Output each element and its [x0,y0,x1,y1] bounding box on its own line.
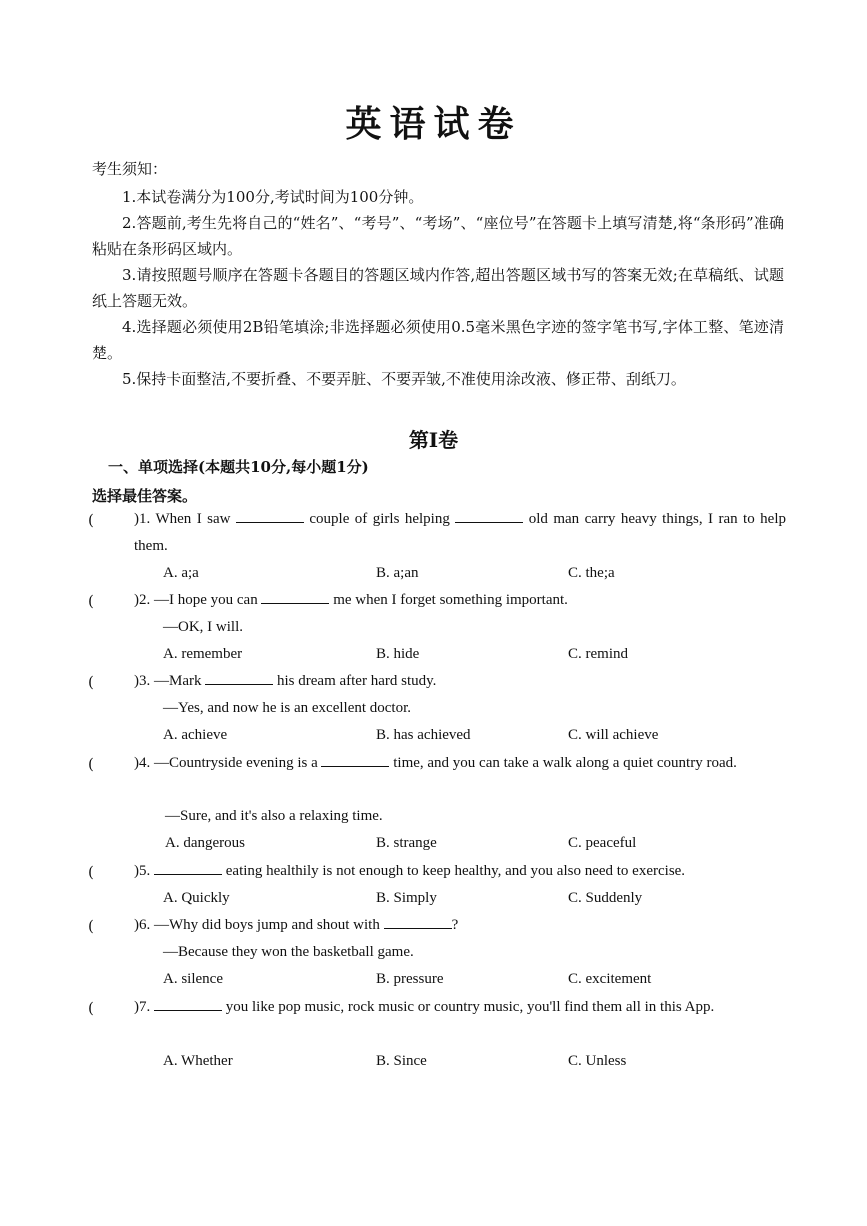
question-text: me when I forget something important. [329,592,568,608]
option-b: B. strange [376,835,437,851]
question-6 [134,912,786,939]
answer-blank [321,753,389,767]
question-number: )5. [134,863,151,879]
section-title: 一、单项选择(本题共10分,每小题1分) [108,458,369,476]
question-1 [134,506,786,560]
option-a: A. a;a [163,565,199,581]
question-3 [134,668,786,695]
question-text: When I saw [155,511,236,527]
question-4 [134,750,786,777]
option-b: B. pressure [376,971,444,987]
question-7 [134,994,786,1021]
question-number: )4. [134,755,151,771]
paren-open: ( [88,755,94,773]
dialog-response: —Sure, and it's also a relaxing time. [165,808,383,824]
answer-blank [154,861,222,875]
question-text: ? [451,917,459,933]
option-b: B. Simply [376,890,437,906]
paren-open: ( [88,592,94,610]
option-a: A. silence [163,971,223,987]
question-number: )6. [134,917,151,933]
question-text: couple of girls helping [303,511,456,527]
notice-item-4: 4.选择题必须使用2B铅笔填涂;非选择题必须使用0.5毫米黑色字迹的签字笔书写,字体工整、笔迹清楚。 [92,318,784,362]
answer-blank [154,997,222,1011]
answer-blank [236,509,304,523]
answer-paren[interactable] [88,999,94,1017]
paren-open: ( [88,863,94,881]
option-a: A. Whether [163,1053,233,1069]
option-a: A. remember [163,646,243,662]
option-c: C. Suddenly [568,890,643,906]
question-number: )1. [134,511,151,527]
paren-open: ( [88,999,94,1017]
answer-paren[interactable] [88,755,94,773]
part-title: 第Ⅰ卷 [408,428,459,452]
notice-item-3: 3.请按照题号顺序在答题卡各题目的答题区域内作答,超出答题区域书写的答案无效;在草稿纸、试题纸上答题无效。 [92,266,784,310]
answer-blank [205,671,273,685]
answer-paren[interactable] [88,917,94,935]
question-number: )3. [134,673,151,689]
notice-item-2: 2.答题前,考生先将自己的“姓名”、“考号”、“考场”、“座位号”在答题卡上填写清楚,将“条形码”准确粘贴在条形码区域内。 [92,214,784,258]
option-c: C. will achieve [568,727,659,743]
notice-item-1: 1.本试卷满分为100分,考试时间为100分钟。 [122,188,424,206]
option-c: C. the;a [568,565,615,581]
paren-open: ( [88,673,94,691]
option-a: A. dangerous [165,835,245,851]
question-5 [134,858,786,885]
option-b: B. has achieved [376,727,471,743]
dialog-response: —Yes, and now he is an excellent doctor. [163,700,412,716]
option-b: B. a;an [376,565,419,581]
option-b: B. Since [376,1053,427,1069]
dialog-response: —OK, I will. [163,619,243,635]
question-text: —Why did boys jump and shout with [154,917,384,933]
question-number: )2. [134,592,151,608]
answer-paren[interactable] [88,863,94,881]
answer-paren[interactable] [88,511,94,529]
option-c: C. Unless [568,1053,627,1069]
answer-paren[interactable] [88,673,94,691]
question-text: old man carry heavy things, I ran to help them. [134,511,786,554]
answer-blank [261,590,329,604]
paren-open: ( [88,511,94,529]
question-text: eating healthily is not enough to keep healthy, and you also need to exercise. [222,863,686,879]
answer-blank [384,915,452,929]
question-text: time, and you can take a walk along a quiet country road. [389,755,737,771]
question-text: his dream after hard study. [273,673,437,689]
question-text: —Mark [154,673,206,689]
question-text: you like pop music, rock music or country music, you'll find them all in this App. [222,999,715,1015]
option-a: A. achieve [163,727,228,743]
option-a: A. Quickly [163,890,230,906]
dialog-response: —Because they won the basketball game. [163,944,414,960]
option-b: B. hide [376,646,420,662]
instruction: 选择最佳答案。 [92,487,198,505]
paren-open: ( [88,917,94,935]
option-c: C. peaceful [568,835,637,851]
question-text: —I hope you can [154,592,262,608]
option-c: C. excitement [568,971,652,987]
notice-item-5: 5.保持卡面整洁,不要折叠、不要弄脏、不要弄皱,不准使用涂改液、修正带、刮纸刀。 [122,370,686,388]
option-c: C. remind [568,646,628,662]
notice-heading: 考生须知： [92,160,168,178]
question-text: —Countryside evening is a [154,755,322,771]
question-2 [134,587,786,614]
exam-title: 英语试卷 [345,103,522,145]
question-number: )7. [134,999,151,1015]
answer-blank [455,509,523,523]
answer-paren[interactable] [88,592,94,610]
